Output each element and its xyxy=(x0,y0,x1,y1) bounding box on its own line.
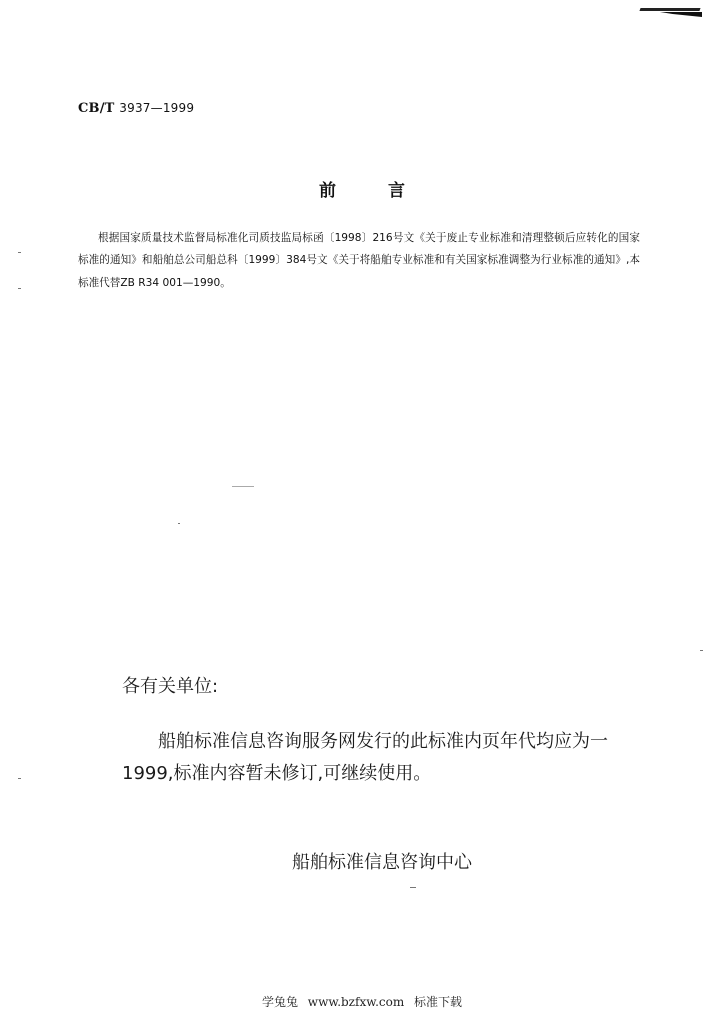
notice-signature: 船舶标准信息咨询中心 xyxy=(292,852,472,873)
footer xyxy=(0,993,724,1010)
standard-number: 3937—1999 xyxy=(119,101,195,115)
scan-speck xyxy=(700,650,703,651)
footer-brand: 学兔兔 xyxy=(261,995,298,1009)
notice-body: 船舶标准信息咨询服务网发行的此标准内页年代均应为一1999,标准内容暂未修订,可继续使用。 xyxy=(122,731,608,784)
scan-artifact xyxy=(639,8,700,11)
footer-website-link[interactable]: www.bzfxw.com xyxy=(307,995,405,1009)
standard-code xyxy=(78,101,194,116)
standard-code-prefix: CB/T xyxy=(78,101,115,116)
page-title: 前言 xyxy=(319,181,457,201)
scan-speck xyxy=(18,778,21,779)
scan-speck xyxy=(18,252,21,253)
scan-speck xyxy=(410,887,416,888)
scan-artifact xyxy=(660,12,702,17)
scan-speck xyxy=(18,288,21,289)
notice-addressee: 各有关单位: xyxy=(122,676,219,697)
scan-speck xyxy=(232,486,254,487)
notice-block xyxy=(122,674,642,790)
footer-tagline: 标准下载 xyxy=(414,995,463,1009)
scan-speck xyxy=(178,523,180,524)
foreword-paragraph: 根据国家质量技术监督局标准化司质技监局标函〔1998〕216号文《关于废止专业标准和清理整顿后应转化的国家标准的通知》和船舶总公司船总科〔1999〕384号文《关于将船舶专业标准和有关国家标准调整为行业标准的通知》,本标准代替ZB R34 001—1990。 xyxy=(78,231,640,289)
